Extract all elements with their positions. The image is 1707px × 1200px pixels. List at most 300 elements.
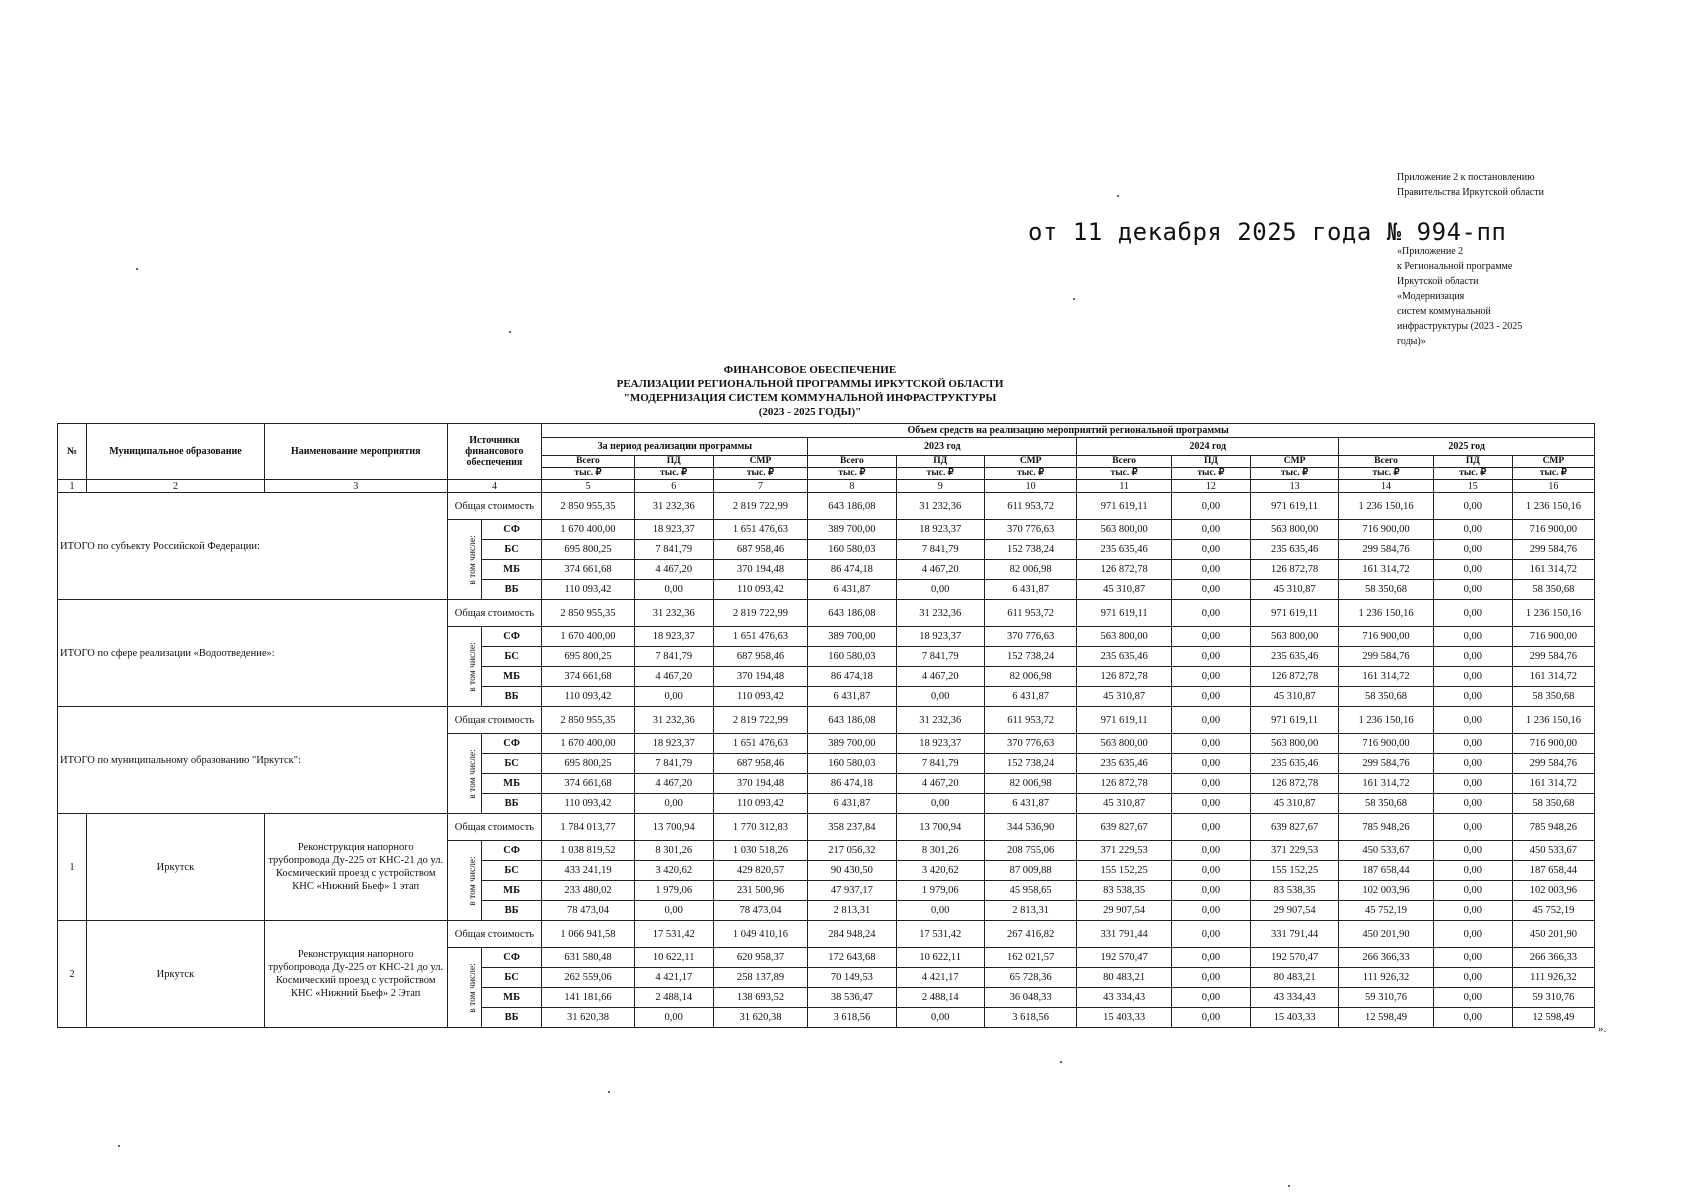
value-cell: 563 800,00 [1077, 627, 1172, 647]
scan-speck [608, 1091, 610, 1093]
value-cell: 374 661,68 [542, 774, 634, 794]
value-cell: 370 776,63 [984, 734, 1076, 754]
value-cell: 4 467,20 [896, 774, 984, 794]
value-cell: 2 813,31 [808, 901, 896, 921]
value-cell: 2 819 722,99 [713, 600, 808, 627]
value-cell: 0,00 [1171, 647, 1250, 667]
index-cell: 6 [634, 480, 713, 493]
value-cell: 12 598,49 [1512, 1008, 1594, 1028]
col-activity: Наименование мероприятия [264, 424, 447, 480]
annex-line: «Модернизация [1397, 291, 1465, 302]
total-row [58, 814, 1595, 841]
value-cell: 4 467,20 [896, 667, 984, 687]
value-cell: 370 194,48 [713, 667, 808, 687]
item-municipality: Иркутск [87, 814, 265, 921]
value-cell: 716 900,00 [1512, 627, 1594, 647]
value-cell: 639 827,67 [1077, 814, 1172, 841]
value-cell: 620 958,37 [713, 948, 808, 968]
value-cell: 65 728,36 [984, 968, 1076, 988]
value-cell: 7 841,79 [634, 647, 713, 667]
value-cell: 0,00 [1171, 774, 1250, 794]
value-cell: 4 421,17 [896, 968, 984, 988]
value-cell: 358 237,84 [808, 814, 896, 841]
col-vsego: Всего [542, 456, 634, 468]
value-cell: 0,00 [1171, 901, 1250, 921]
source-code: ВБ [481, 687, 541, 707]
value-cell: 235 635,46 [1077, 647, 1172, 667]
item-activity: Реконструкция напорного трубопровода Ду-225 от КНС-21 до ул. Космический проезд с устройством КНС «Нижний Бьеф» 1 этап [264, 814, 447, 921]
value-cell: 235 635,46 [1250, 540, 1338, 560]
col-year-2025: 2025 год [1339, 438, 1595, 456]
value-cell: 370 776,63 [984, 520, 1076, 540]
group-label: ИТОГО по муниципальному образованию "Иркутск": [58, 707, 448, 814]
index-cell: 15 [1433, 480, 1512, 493]
col-num: № [58, 424, 87, 480]
value-cell: 3 420,62 [896, 861, 984, 881]
value-cell: 0,00 [1433, 647, 1512, 667]
col-unit: тыс. ₽ [542, 468, 634, 480]
value-cell: 38 536,47 [808, 988, 896, 1008]
index-cell: 3 [264, 480, 447, 493]
value-cell: 389 700,00 [808, 520, 896, 540]
value-cell: 187 658,44 [1512, 861, 1594, 881]
col-unit: тыс. ₽ [1339, 468, 1434, 480]
value-cell: 36 048,33 [984, 988, 1076, 1008]
value-cell: 0,00 [1433, 988, 1512, 1008]
value-cell: 1 784 013,77 [542, 814, 634, 841]
total-cost-label: Общая стоимость [447, 814, 542, 841]
annex-note: Приложение 2 к постановлению Правительства Иркутской области [1397, 172, 1544, 198]
value-cell: 162 021,57 [984, 948, 1076, 968]
value-cell: 716 900,00 [1339, 734, 1434, 754]
index-cell: 7 [713, 480, 808, 493]
col-vsego: Всего [808, 456, 896, 468]
value-cell: 299 584,76 [1339, 647, 1434, 667]
value-cell: 0,00 [1433, 540, 1512, 560]
value-cell: 331 791,44 [1077, 921, 1172, 948]
value-cell: 716 900,00 [1512, 734, 1594, 754]
col-pd: ПД [1171, 456, 1250, 468]
value-cell: 231 500,96 [713, 881, 808, 901]
value-cell: 59 310,76 [1512, 988, 1594, 1008]
value-cell: 110 093,42 [713, 580, 808, 600]
source-code: ВБ [481, 1008, 541, 1028]
value-cell: 3 618,56 [808, 1008, 896, 1028]
value-cell: 45 752,19 [1512, 901, 1594, 921]
value-cell: 0,00 [634, 580, 713, 600]
scan-speck [509, 331, 511, 333]
value-cell: 370 194,48 [713, 774, 808, 794]
value-cell: 0,00 [1171, 687, 1250, 707]
value-cell: 4 467,20 [634, 774, 713, 794]
value-cell: 299 584,76 [1512, 647, 1594, 667]
including-label [447, 841, 481, 921]
value-cell: 266 366,33 [1512, 948, 1594, 968]
value-cell: 18 923,37 [634, 520, 713, 540]
item-activity: Реконструкция напорного трубопровода Ду-225 от КНС-21 до ул. Космический проезд с устройством КНС «Нижний Бьеф» 2 Этап [264, 921, 447, 1028]
annex-block [1397, 244, 1577, 349]
value-cell: 102 003,96 [1512, 881, 1594, 901]
value-cell: 971 619,11 [1250, 493, 1338, 520]
value-cell: 126 872,78 [1077, 667, 1172, 687]
value-cell: 1 651 476,63 [713, 734, 808, 754]
value-cell: 0,00 [1433, 814, 1512, 841]
col-smr: СМР [984, 456, 1076, 468]
value-cell: 716 900,00 [1512, 520, 1594, 540]
value-cell: 155 152,25 [1250, 861, 1338, 881]
value-cell: 58 350,68 [1512, 580, 1594, 600]
col-smr: СМР [1250, 456, 1338, 468]
value-cell: 6 431,87 [808, 794, 896, 814]
including-label [447, 520, 481, 600]
value-cell: 15 403,33 [1077, 1008, 1172, 1028]
value-cell: 0,00 [1433, 881, 1512, 901]
value-cell: 138 693,52 [713, 988, 808, 1008]
value-cell: 58 350,68 [1512, 687, 1594, 707]
value-cell: 0,00 [1433, 1008, 1512, 1028]
value-cell: 90 430,50 [808, 861, 896, 881]
col-unit: тыс. ₽ [1171, 468, 1250, 480]
value-cell: 1 670 400,00 [542, 627, 634, 647]
value-cell: 0,00 [1171, 921, 1250, 948]
scan-speck [1117, 195, 1119, 197]
value-cell: 687 958,46 [713, 754, 808, 774]
value-cell: 160 580,03 [808, 754, 896, 774]
including-text: в том числе: [467, 535, 478, 585]
value-cell: 429 820,57 [713, 861, 808, 881]
value-cell: 17 531,42 [896, 921, 984, 948]
value-cell: 433 241,19 [542, 861, 634, 881]
value-cell: 687 958,46 [713, 540, 808, 560]
value-cell: 82 006,98 [984, 560, 1076, 580]
value-cell: 45 310,87 [1077, 794, 1172, 814]
total-row [58, 921, 1595, 948]
total-cost-label: Общая стоимость [447, 921, 542, 948]
value-cell: 87 009,88 [984, 861, 1076, 881]
value-cell: 643 186,08 [808, 493, 896, 520]
col-pd: ПД [634, 456, 713, 468]
value-cell: 13 700,94 [634, 814, 713, 841]
value-cell: 563 800,00 [1250, 734, 1338, 754]
value-cell: 716 900,00 [1339, 627, 1434, 647]
value-cell: 0,00 [1433, 948, 1512, 968]
value-cell: 161 314,72 [1339, 560, 1434, 580]
value-cell: 611 953,72 [984, 600, 1076, 627]
total-row [58, 600, 1595, 627]
including-label [447, 627, 481, 707]
value-cell: 0,00 [1171, 734, 1250, 754]
value-cell: 0,00 [1433, 707, 1512, 734]
value-cell: 0,00 [1433, 600, 1512, 627]
value-cell: 631 580,48 [542, 948, 634, 968]
title-line: ФИНАНСОВОЕ ОБЕСПЕЧЕНИЕ [723, 364, 897, 376]
value-cell: 450 533,67 [1339, 841, 1434, 861]
index-cell: 2 [87, 480, 265, 493]
total-row [58, 707, 1595, 734]
total-cost-label: Общая стоимость [447, 493, 542, 520]
index-cell: 13 [1250, 480, 1338, 493]
value-cell: 3 420,62 [634, 861, 713, 881]
value-cell: 0,00 [1433, 627, 1512, 647]
value-cell: 695 800,25 [542, 647, 634, 667]
value-cell: 58 350,68 [1512, 794, 1594, 814]
value-cell: 0,00 [1433, 493, 1512, 520]
value-cell: 1 236 150,16 [1512, 600, 1594, 627]
value-cell: 299 584,76 [1512, 754, 1594, 774]
title-line: (2023 - 2025 ГОДЫ)" [758, 406, 862, 418]
value-cell: 716 900,00 [1339, 520, 1434, 540]
value-cell: 6 431,87 [984, 687, 1076, 707]
value-cell: 161 314,72 [1512, 774, 1594, 794]
value-cell: 45 310,87 [1077, 580, 1172, 600]
value-cell: 102 003,96 [1339, 881, 1434, 901]
col-unit: тыс. ₽ [808, 468, 896, 480]
value-cell: 161 314,72 [1339, 667, 1434, 687]
value-cell: 235 635,46 [1077, 754, 1172, 774]
value-cell: 110 093,42 [542, 580, 634, 600]
col-unit: тыс. ₽ [1512, 468, 1594, 480]
value-cell: 370 776,63 [984, 627, 1076, 647]
index-cell: 8 [808, 480, 896, 493]
source-code: МБ [481, 560, 541, 580]
value-cell: 0,00 [1171, 493, 1250, 520]
including-text: в том числе: [467, 963, 478, 1013]
value-cell: 0,00 [1433, 921, 1512, 948]
value-cell: 0,00 [1171, 520, 1250, 540]
value-cell: 0,00 [1433, 560, 1512, 580]
source-code: МБ [481, 988, 541, 1008]
value-cell: 160 580,03 [808, 540, 896, 560]
value-cell: 0,00 [1171, 560, 1250, 580]
value-cell: 0,00 [1433, 861, 1512, 881]
source-code: СФ [481, 734, 541, 754]
value-cell: 1 038 819,52 [542, 841, 634, 861]
col-unit: тыс. ₽ [634, 468, 713, 480]
value-cell: 45 310,87 [1250, 687, 1338, 707]
value-cell: 18 923,37 [896, 734, 984, 754]
source-code: МБ [481, 774, 541, 794]
col-pd: ПД [1433, 456, 1512, 468]
value-cell: 83 538,35 [1250, 881, 1338, 901]
value-cell: 450 533,67 [1512, 841, 1594, 861]
value-cell: 217 056,32 [808, 841, 896, 861]
source-code: БС [481, 754, 541, 774]
annex-line: годы)» [1397, 336, 1426, 347]
value-cell: 0,00 [1171, 1008, 1250, 1028]
value-cell: 7 841,79 [896, 754, 984, 774]
including-text: в том числе: [467, 749, 478, 799]
title-line: "МОДЕРНИЗАЦИЯ СИСТЕМ КОММУНАЛЬНОЙ ИНФРАСТРУКТУРЫ [623, 392, 997, 404]
value-cell: 80 483,21 [1077, 968, 1172, 988]
value-cell: 29 907,54 [1250, 901, 1338, 921]
value-cell: 2 819 722,99 [713, 493, 808, 520]
col-smr: СМР [713, 456, 808, 468]
col-smr: СМР [1512, 456, 1594, 468]
value-cell: 78 473,04 [542, 901, 634, 921]
value-cell: 389 700,00 [808, 627, 896, 647]
value-cell: 45 310,87 [1250, 580, 1338, 600]
value-cell: 47 937,17 [808, 881, 896, 901]
value-cell: 331 791,44 [1250, 921, 1338, 948]
value-cell: 31 232,36 [896, 707, 984, 734]
col-year-2023: 2023 год [808, 438, 1077, 456]
value-cell: 374 661,68 [542, 560, 634, 580]
item-municipality: Иркутск [87, 921, 265, 1028]
total-cost-label: Общая стоимость [447, 600, 542, 627]
index-cell: 11 [1077, 480, 1172, 493]
value-cell: 126 872,78 [1250, 667, 1338, 687]
value-cell: 2 850 955,35 [542, 707, 634, 734]
value-cell: 0,00 [1171, 600, 1250, 627]
value-cell: 258 137,89 [713, 968, 808, 988]
value-cell: 1 651 476,63 [713, 627, 808, 647]
value-cell: 0,00 [1433, 901, 1512, 921]
value-cell: 31 232,36 [896, 600, 984, 627]
index-cell: 4 [447, 480, 542, 493]
source-code: СФ [481, 948, 541, 968]
including-text: в том числе: [467, 856, 478, 906]
value-cell: 110 093,42 [713, 687, 808, 707]
value-cell: 13 700,94 [896, 814, 984, 841]
value-cell: 643 186,08 [808, 707, 896, 734]
value-cell: 126 872,78 [1077, 774, 1172, 794]
value-cell: 0,00 [1433, 968, 1512, 988]
value-cell: 233 480,02 [542, 881, 634, 901]
value-cell: 695 800,25 [542, 540, 634, 560]
col-unit: тыс. ₽ [1250, 468, 1338, 480]
value-cell: 299 584,76 [1512, 540, 1594, 560]
value-cell: 695 800,25 [542, 754, 634, 774]
value-cell: 15 403,33 [1250, 1008, 1338, 1028]
item-number: 2 [58, 921, 87, 1028]
value-cell: 0,00 [1171, 988, 1250, 1008]
value-cell: 0,00 [1171, 841, 1250, 861]
value-cell: 70 149,53 [808, 968, 896, 988]
group-label: ИТОГО по сфере реализации «Водоотведение»: [58, 600, 448, 707]
value-cell: 611 953,72 [984, 707, 1076, 734]
value-cell: 45 310,87 [1077, 687, 1172, 707]
value-cell: 3 618,56 [984, 1008, 1076, 1028]
value-cell: 1 049 410,16 [713, 921, 808, 948]
value-cell: 1 770 312,83 [713, 814, 808, 841]
value-cell: 31 232,36 [634, 707, 713, 734]
value-cell: 80 483,21 [1250, 968, 1338, 988]
annex-line: Иркутской области [1397, 276, 1479, 287]
value-cell: 126 872,78 [1250, 560, 1338, 580]
col-municipality: Муниципальное образование [87, 424, 265, 480]
value-cell: 0,00 [896, 1008, 984, 1028]
col-period-total: За период реализации программы [542, 438, 808, 456]
value-cell: 0,00 [634, 687, 713, 707]
value-cell: 4 467,20 [896, 560, 984, 580]
value-cell: 1 979,06 [896, 881, 984, 901]
total-cost-label: Общая стоимость [447, 707, 542, 734]
value-cell: 18 923,37 [896, 627, 984, 647]
value-cell: 450 201,90 [1339, 921, 1434, 948]
value-cell: 12 598,49 [1339, 1008, 1434, 1028]
value-cell: 31 620,38 [542, 1008, 634, 1028]
value-cell: 45 310,87 [1250, 794, 1338, 814]
including-label [447, 948, 481, 1028]
decree-stamp: от 11 декабря 2025 года № 994-пп [1028, 218, 1507, 246]
scan-speck [118, 1145, 120, 1147]
value-cell: 0,00 [896, 794, 984, 814]
value-cell: 110 093,42 [713, 794, 808, 814]
financing-table [57, 423, 1595, 1028]
value-cell: 111 926,32 [1512, 968, 1594, 988]
value-cell: 267 416,82 [984, 921, 1076, 948]
value-cell: 389 700,00 [808, 734, 896, 754]
value-cell: 192 570,47 [1077, 948, 1172, 968]
closing-mark: ». [1598, 1023, 1607, 1035]
value-cell: 78 473,04 [713, 901, 808, 921]
value-cell: 563 800,00 [1250, 520, 1338, 540]
col-vsego: Всего [1339, 456, 1434, 468]
value-cell: 0,00 [1433, 774, 1512, 794]
source-code: МБ [481, 881, 541, 901]
value-cell: 43 334,43 [1250, 988, 1338, 1008]
value-cell: 155 152,25 [1077, 861, 1172, 881]
value-cell: 111 926,32 [1339, 968, 1434, 988]
title-line: РЕАЛИЗАЦИИ РЕГИОНАЛЬНОЙ ПРОГРАММЫ ИРКУТСКОЙ ОБЛАСТИ [616, 378, 1004, 390]
value-cell: 82 006,98 [984, 667, 1076, 687]
value-cell: 7 841,79 [634, 540, 713, 560]
value-cell: 6 431,87 [984, 794, 1076, 814]
value-cell: 58 350,68 [1339, 687, 1434, 707]
source-code: СФ [481, 627, 541, 647]
value-cell: 45 752,19 [1339, 901, 1434, 921]
value-cell: 152 738,24 [984, 540, 1076, 560]
value-cell: 86 474,18 [808, 667, 896, 687]
value-cell: 7 841,79 [896, 540, 984, 560]
value-cell: 299 584,76 [1339, 540, 1434, 560]
value-cell: 1 236 150,16 [1339, 707, 1434, 734]
index-cell: 1 [58, 480, 87, 493]
value-cell: 235 635,46 [1250, 647, 1338, 667]
source-code: БС [481, 540, 541, 560]
value-cell: 29 907,54 [1077, 901, 1172, 921]
document-title [560, 363, 1060, 419]
value-cell: 110 093,42 [542, 687, 634, 707]
value-cell: 2 813,31 [984, 901, 1076, 921]
value-cell: 2 850 955,35 [542, 493, 634, 520]
value-cell: 0,00 [1171, 707, 1250, 734]
value-cell: 0,00 [896, 687, 984, 707]
value-cell: 4 467,20 [634, 560, 713, 580]
value-cell: 4 467,20 [634, 667, 713, 687]
index-cell: 14 [1339, 480, 1434, 493]
value-cell: 687 958,46 [713, 647, 808, 667]
annex-line: систем коммунальной [1397, 306, 1491, 317]
value-cell: 172 643,68 [808, 948, 896, 968]
value-cell: 31 620,38 [713, 1008, 808, 1028]
value-cell: 344 536,90 [984, 814, 1076, 841]
value-cell: 0,00 [634, 1008, 713, 1028]
value-cell: 83 538,35 [1077, 881, 1172, 901]
value-cell: 971 619,11 [1250, 707, 1338, 734]
group-label: ИТОГО по субъекту Российской Федерации: [58, 493, 448, 600]
col-year-2024: 2024 год [1077, 438, 1339, 456]
annex-line: «Приложение 2 [1397, 246, 1464, 257]
source-code: ВБ [481, 794, 541, 814]
value-cell: 0,00 [1171, 968, 1250, 988]
source-code: СФ [481, 520, 541, 540]
source-code: СФ [481, 841, 541, 861]
value-cell: 0,00 [1171, 667, 1250, 687]
value-cell: 643 186,08 [808, 600, 896, 627]
value-cell: 299 584,76 [1339, 754, 1434, 774]
item-number: 1 [58, 814, 87, 921]
